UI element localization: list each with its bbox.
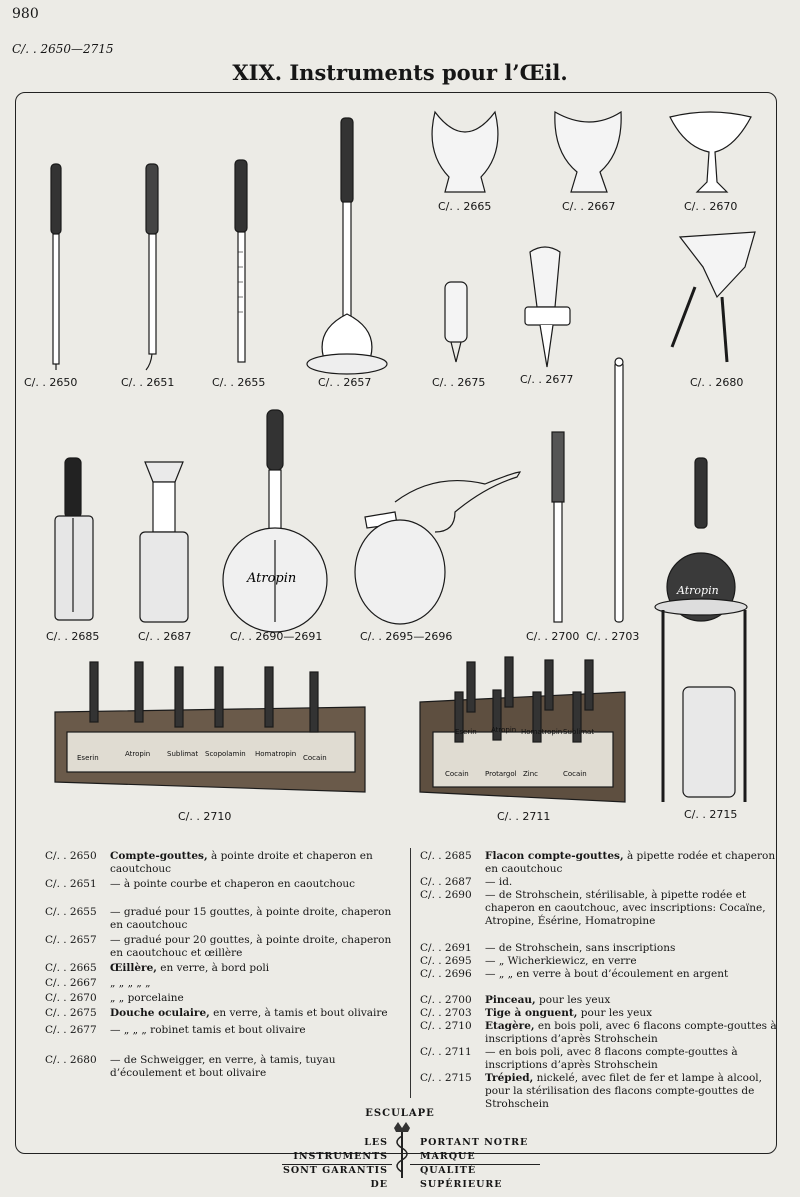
catalog-entry-2665: C/. . 2665 Œillère, en verre, à bord poli [45, 962, 270, 974]
catalog-entry-2690: C/. . 2690 — de Strohschein, stérilisable, à pipette rodée et chaperon en caoutchouc, avec inscriptions: Cocaïne, Atropine, Ésérine, Homatropine [420, 889, 766, 927]
bottle-2685-illustration [55, 458, 93, 620]
caption-2650: C/. . 2650 [24, 376, 78, 389]
instruments-illustration [15, 92, 777, 852]
rack1-label-1: Eserin [77, 754, 99, 762]
eye-douche-2680-illustration [672, 232, 755, 362]
catalog-entry-2667: C/. . 2667 „ „ „ „ „ [45, 977, 151, 989]
catalog-entry-2650: C/. . 2650 Compte-gouttes, à pointe droite et chaperon en caoutchouc [45, 850, 373, 875]
footer-left-line2: SONT GARANTIS DE [282, 1165, 388, 1190]
catalog-range: C/. . 2650—2715 [12, 42, 114, 56]
catalog-entry-2715: C/. . 2715 Trépied, nickelé, avec filet de fer et lampe à alcool, pour la stérilisation des flacons compte-gouttes de Strohschein [420, 1072, 762, 1110]
rack1-label-4: Scopolamin [205, 750, 246, 758]
caption-2703: C/. . 2703 [586, 630, 640, 643]
footer-left-line1: LES INSTRUMENTS [293, 1137, 388, 1162]
rack-2710-illustration [55, 662, 365, 792]
caption-2680: C/. . 2680 [690, 376, 744, 389]
caption-2651: C/. . 2651 [121, 376, 175, 389]
caption-2710: C/. . 2710 [178, 810, 232, 823]
rack1-label-6: Cocain [303, 754, 327, 762]
eye-cup-2670-illustration [670, 112, 751, 192]
catalog-entry-2711: C/. . 2711 — en bois poli, avec 8 flacons compte-gouttes à inscriptions d’après Strohschein [420, 1046, 738, 1071]
caption-2665: C/. . 2665 [438, 200, 492, 213]
catalog-entry-2657: C/. . 2657 — gradué pour 20 gouttes, à pointe droite, chaperon en caoutchouc et œillère [45, 934, 392, 959]
rack2-label-8: Cocain [563, 770, 587, 778]
page-number: 980 [12, 6, 39, 22]
catalog-entry-2687: C/. . 2687 — id. [420, 876, 513, 888]
caption-2711: C/. . 2711 [497, 810, 551, 823]
caption-2685: C/. . 2685 [46, 630, 100, 643]
rack2-label-3: Homatropin [521, 728, 563, 736]
catalog-entry-2670: C/. . 2670 „ „ porcelaine [45, 992, 184, 1004]
caption-2657: C/. . 2657 [318, 376, 372, 389]
catalog-entry-2685: C/. . 2685 Flacon compte-gouttes, à pipette rodée et chaperon en caoutchouc [420, 850, 776, 875]
catalog-entry-2655: C/. . 2655 — gradué pour 15 gouttes, à pointe droite, chaperon en caoutchouc [45, 906, 392, 931]
rack2-label-7: Zinc [523, 770, 539, 778]
caption-2677: C/. . 2677 [520, 373, 574, 386]
eye-douche-2677-illustration [525, 247, 570, 367]
rack1-label-3: Sublimat [167, 750, 199, 758]
catalog-entry-2677: C/. . 2677 — „ „ „ robinet tamis et bout olivaire [45, 1024, 306, 1036]
caption-2690: C/. . 2690—2691 [230, 630, 323, 643]
eye-cup-2665-illustration [432, 112, 498, 192]
footer-right-line2: QUALITÉ SUPÉRIEURE [420, 1165, 503, 1190]
caption-2670: C/. . 2670 [684, 200, 738, 213]
catalog-entry-2691: C/. . 2691 — de Strohschein, sans inscriptions [420, 942, 676, 954]
footer-rule-left [282, 1164, 392, 1165]
bottle-2687-illustration [140, 462, 188, 622]
rack2-label-1: Eserin [455, 728, 477, 736]
catalog-entry-2696: C/. . 2696 — „ „ en verre à bout d’écoulement en argent [420, 968, 729, 980]
rack2-label-5: Cocain [445, 770, 469, 778]
caption-2687: C/. . 2687 [138, 630, 192, 643]
caption-2700: C/. . 2700 [526, 630, 580, 643]
footer-rule-right [410, 1164, 540, 1165]
eye-cup-2667-illustration [555, 112, 621, 192]
brush-2700-illustration [552, 432, 564, 622]
caduceus-logo [388, 1120, 416, 1180]
dropper-2651-illustration [146, 164, 158, 370]
rack2-label-6: Protargol [485, 770, 517, 778]
flask-2690-illustration [223, 410, 327, 632]
catalog-entry-2675: C/. . 2675 Douche oculaire, en verre, à tamis et bout olivaire [45, 1007, 388, 1019]
tripod-2715-illustration [655, 458, 747, 802]
dropper-2655-illustration [235, 160, 247, 362]
rack1-label-2: Atropin [125, 750, 151, 758]
rod-2703-illustration [615, 358, 623, 622]
catalog-entry-2695: C/. . 2695 — „ Wicherkiewicz, en verre [420, 955, 637, 967]
rack1-label-5: Homatropin [255, 750, 297, 758]
caption-2695: C/. . 2695—2696 [360, 630, 453, 643]
catalog-entry-2703: C/. . 2703 Tige à onguent, pour les yeux [420, 1007, 653, 1019]
section-title: XIX. Instruments pour l’Œil. [232, 60, 568, 85]
eye-douche-2675-illustration [445, 282, 467, 362]
dropper-2650-illustration [51, 164, 61, 370]
atropin-sphere-label: Atropin [677, 584, 719, 597]
flask-2695-illustration [355, 472, 520, 624]
caption-2667: C/. . 2667 [562, 200, 616, 213]
caption-2675: C/. . 2675 [432, 376, 486, 389]
catalog-entry-2680: C/. . 2680 — de Schweigger, en verre, à tamis, tuyau d’écoulement et bout olivaire [45, 1054, 336, 1079]
catalog-entry-2710: C/. . 2710 Etagère, en bois poli, avec 6 flacons compte-gouttes à inscriptions d’après Strohschein [420, 1020, 777, 1045]
footer-right-line1: PORTANT NOTRE MARQUE [420, 1137, 529, 1162]
catalog-entry-2651: C/. . 2651 — à pointe courbe et chaperon en caoutchouc [45, 878, 356, 890]
atropin-flask-label: Atropin [247, 571, 297, 586]
caption-2715: C/. . 2715 [684, 808, 738, 821]
caption-2655: C/. . 2655 [212, 376, 266, 389]
rack2-label-4: Sublimat [563, 728, 595, 736]
catalog-entry-2700: C/. . 2700 Pinceau, pour les yeux [420, 994, 611, 1006]
brand-name: ESCULAPE [365, 1108, 435, 1119]
column-divider [410, 848, 411, 1098]
rack2-label-2: Atropin [491, 726, 517, 734]
dropper-2657-illustration [307, 118, 387, 374]
